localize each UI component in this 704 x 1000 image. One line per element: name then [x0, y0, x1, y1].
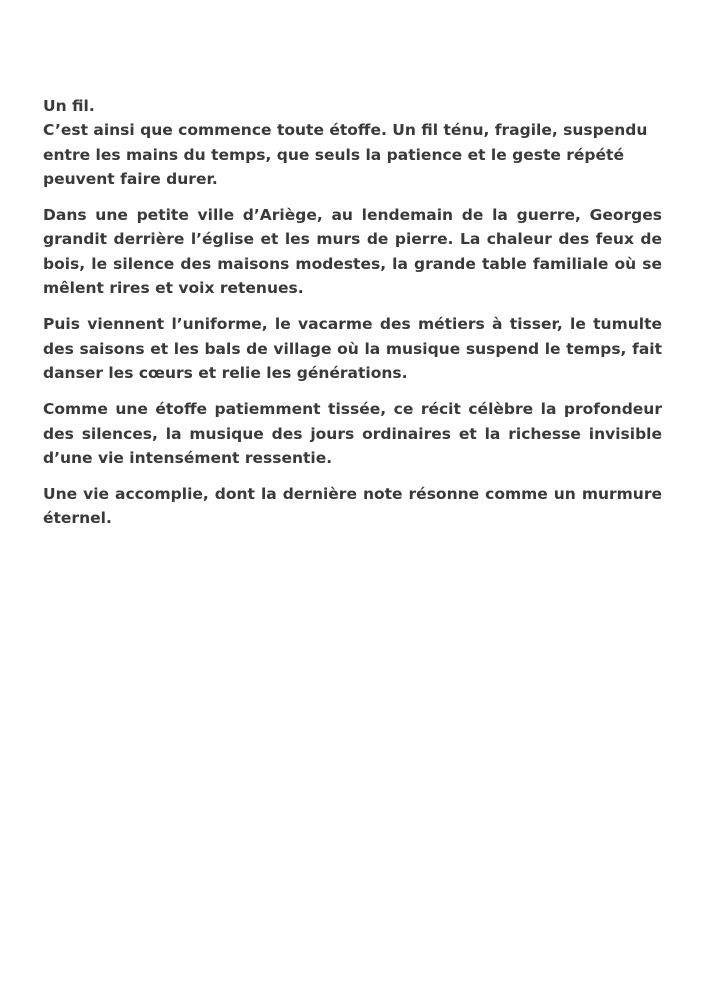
intro-line-1: Un fil.	[43, 97, 95, 115]
body-text	[43, 94, 662, 543]
intro-paragraph	[43, 94, 662, 191]
paragraph-childhood: Dans une petite ville d’Ariège, au lendemain de la guerre, Georges grandit derrière l’église et les murs de pierre. La chaleur des feux de bois, le silence des maisons modestes, la grande table familiale où se mêlent rires et voix retenues.	[43, 206, 662, 298]
paragraph-youth: Puis viennent l’uniforme, le vacarme des métiers à tisser, le tumulte des saisons et les bals de village où la musique suspend le temps, fait danser les cœurs et relie les générations.	[43, 315, 662, 382]
intro-line-2: C’est ainsi que commence toute étoffe. Un fil ténu, fragile, suspendu entre les mains du temps, que seuls la patience et le geste répété peuvent faire durer.	[43, 121, 648, 188]
paragraph-story: Comme une étoffe patiemment tissée, ce récit célèbre la profondeur des silences, la musique des jours ordinaires et la richesse invisible d’une vie intensément ressentie.	[43, 400, 662, 467]
paragraph-closing: Une vie accomplie, dont la dernière note résonne comme un murmure éternel.	[43, 485, 662, 528]
